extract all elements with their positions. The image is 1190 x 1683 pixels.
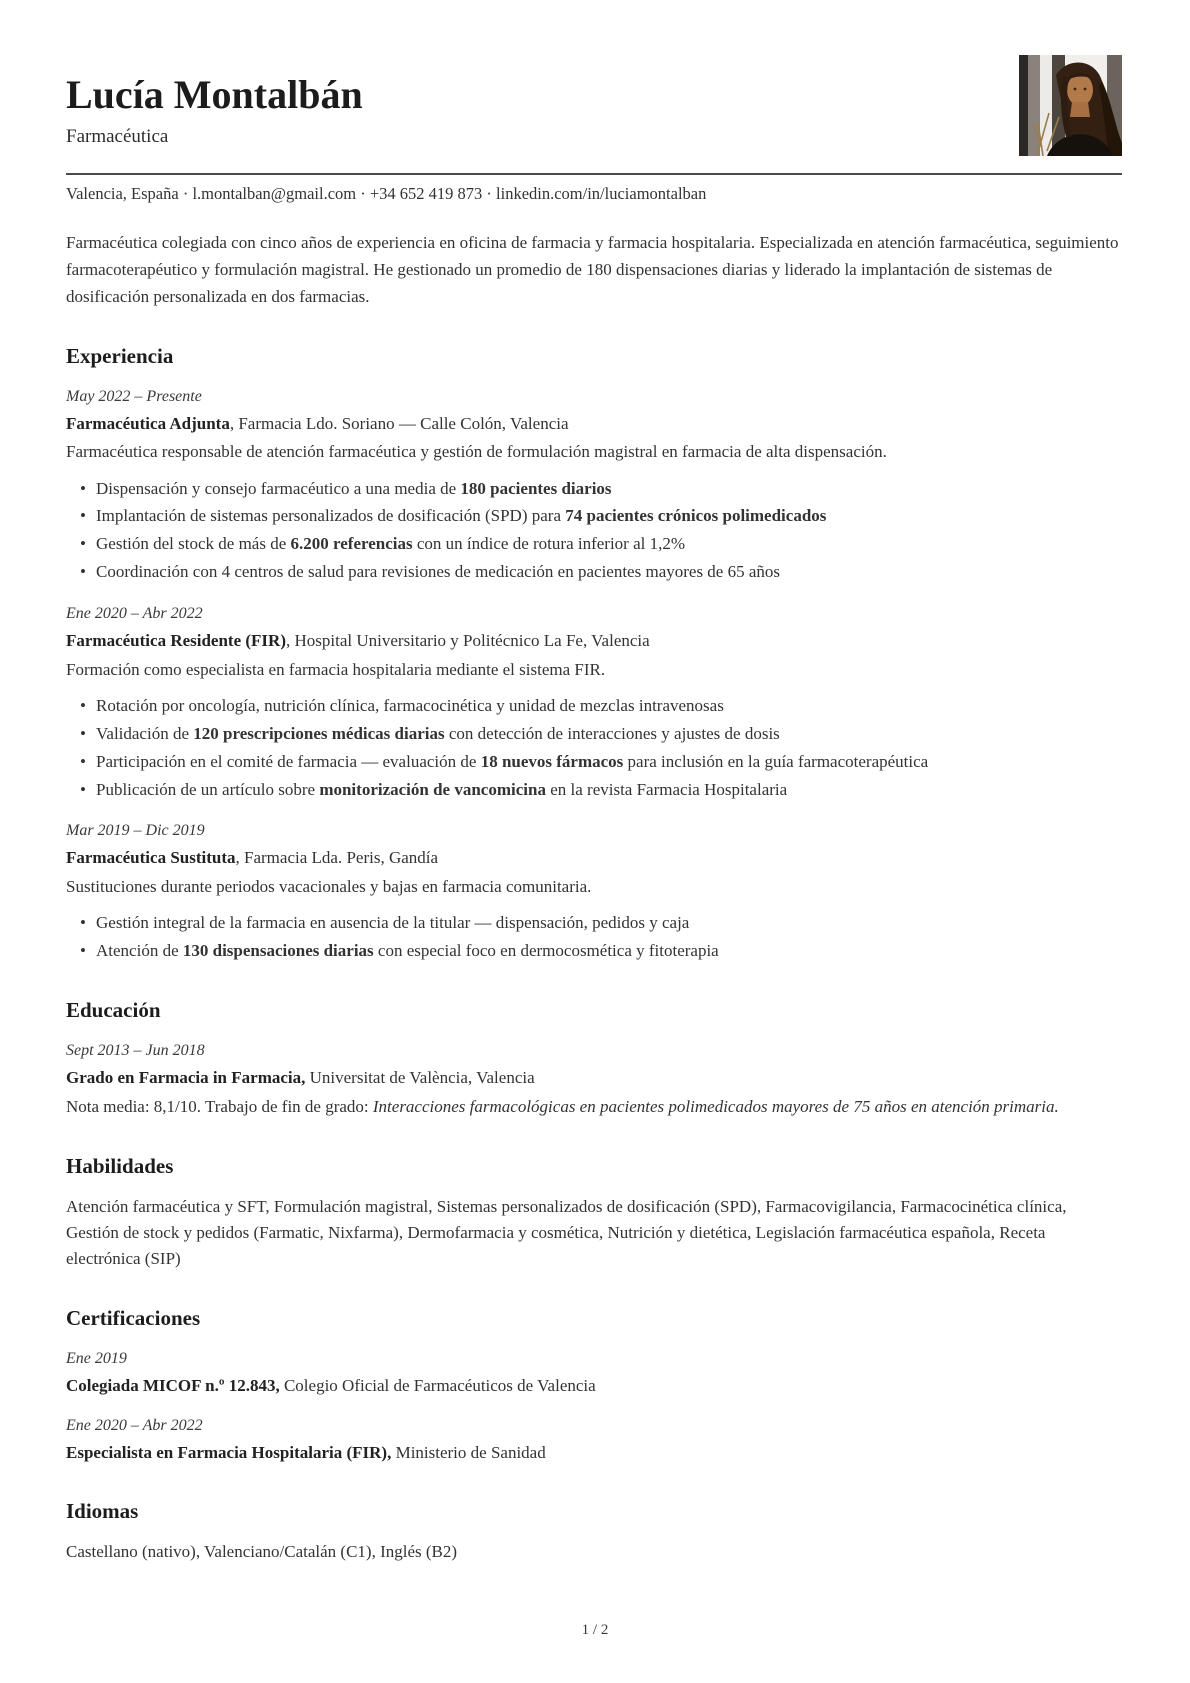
section-languages xyxy=(66,1499,1122,1565)
certification-entry xyxy=(66,1350,1122,1399)
profile-photo-image xyxy=(1019,55,1122,156)
section-experience xyxy=(66,344,1122,966)
experience-heading: Experiencia xyxy=(66,343,174,368)
header-identity xyxy=(66,55,363,148)
job-dates: Mar 2019 – Dic 2019 xyxy=(66,822,205,840)
education-note: Nota media: 8,1/10. Trabajo de fin de grado: Interacciones farmacológicas en pacientes polimedicados mayores de 75 años en atención primaria. xyxy=(66,1096,1059,1116)
job-bullet: • Gestión del stock de más de 6.200 referencias con un índice de rotura inferior al 1,2% xyxy=(96,531,1122,558)
education-entries xyxy=(66,1042,1122,1120)
contact-line: Valencia, España · l.montalban@gmail.com · +34 652 419 873 · linkedin.com/in/luciamontalban xyxy=(66,184,707,203)
skills-list: Atención farmacéutica y SFT, Formulación magistral, Sistemas personalizados de dosificación (SPD), Farmacovigilancia, Farmacocinética clínica, Gestión de stock y pedidos (Farmatic, Nixfarma), Dermofarmacia y cosmética, Nutrición y dietética, Legislación farmacéutica española, Receta electrónica (SIP) xyxy=(66,1196,1067,1269)
certification-dates: Ene 2020 – Abr 2022 xyxy=(66,1417,203,1435)
job-description: Formación como especialista en farmacia hospitalaria mediante el sistema FIR. xyxy=(66,659,606,679)
education-entry xyxy=(66,1042,1122,1120)
job-bullets xyxy=(66,910,1122,965)
summary-paragraph: Farmacéutica colegiada con cinco años de experiencia en oficina de farmacia y farmacia hospitalaria. Especializada en atención farmacéutica, seguimiento farmacoterapéutico y formulación magistral. He gestionado un promedio de 180 dispensaciones diarias y liderado la implantación de sistemas de dosificación personalizada en dos farmacias. xyxy=(66,233,1119,306)
job-description: Farmacéutica responsable de atención farmacéutica y gestión de formulación magistral en farmacia de alta dispensación. xyxy=(66,442,887,462)
job-dates: May 2022 – Presente xyxy=(66,387,202,405)
job-bullet: • Coordinación con 4 centros de salud para revisiones de medicación en pacientes mayores de 65 años xyxy=(96,559,1122,586)
certification-title: Colegiada MICOF n.º 12.843, Colegio Oficial de Farmacéuticos de Valencia xyxy=(66,1375,596,1395)
education-degree: Grado en Farmacia in Farmacia, Universitat de València, Valencia xyxy=(66,1068,535,1088)
job-role: Farmacéutica Sustituta, Farmacia Lda. Peris, Gandía xyxy=(66,848,439,868)
section-education xyxy=(66,998,1122,1120)
profession-subtitle: Farmacéutica xyxy=(66,126,169,147)
job-role: Farmacéutica Residente (FIR), Hospital Universitario y Politécnico La Fe, Valencia xyxy=(66,631,650,651)
job-bullet: • Rotación por oncología, nutrición clínica, farmacocinética y unidad de mezclas intravenosas xyxy=(96,693,1122,720)
job-bullet: • Implantación de sistemas personalizados de dosificación (SPD) para 74 pacientes crónicos polimedicados xyxy=(96,503,1122,530)
header-divider xyxy=(66,173,1122,175)
languages-heading: Idiomas xyxy=(66,1498,139,1523)
job-role: Farmacéutica Adjunta, Farmacia Ldo. Soriano — Calle Colón, Valencia xyxy=(66,413,569,433)
certification-entry xyxy=(66,1417,1122,1466)
job-bullet: • Dispensación y consejo farmacéutico a una media de 180 pacientes diarios xyxy=(96,476,1122,503)
job-description: Sustituciones durante periodos vacacionales y bajas en farmacia comunitaria. xyxy=(66,876,592,896)
job-bullet: • Atención de 130 dispensaciones diarias con especial foco en dermocosmética y fitoterapia xyxy=(96,938,1122,965)
job-bullet: • Gestión integral de la farmacia en ausencia de la titular — dispensación, pedidos y caja xyxy=(96,910,1122,937)
job-bullets xyxy=(66,693,1122,803)
certification-entries xyxy=(66,1350,1122,1466)
job-bullet: • Publicación de un artículo sobre monitorización de vancomicina en la revista Farmacia Hospitalaria xyxy=(96,777,1122,804)
job-bullet: • Validación de 120 prescripciones médicas diarias con detección de interacciones y ajustes de dosis xyxy=(96,721,1122,748)
profile-photo xyxy=(1019,55,1122,156)
section-certifications xyxy=(66,1306,1122,1466)
page-title: Lucía Montalbán xyxy=(66,72,363,117)
experience-entry xyxy=(66,388,1122,586)
job-bullets xyxy=(66,476,1122,586)
experience-entry xyxy=(66,822,1122,965)
job-bullet: • Participación en el comité de farmacia — evaluación de 18 nuevos fármacos para inclusión en la guía farmacoterapéutica xyxy=(96,749,1122,776)
languages-list: Castellano (nativo), Valenciano/Catalán (C1), Inglés (B2) xyxy=(66,1541,458,1561)
experience-entry xyxy=(66,605,1122,803)
skills-heading: Habilidades xyxy=(66,1153,174,1178)
certification-dates: Ene 2019 xyxy=(66,1349,127,1367)
certification-title: Especialista en Farmacia Hospitalaria (FIR), Ministerio de Sanidad xyxy=(66,1443,546,1463)
page-number: 1 / 2 xyxy=(581,1622,609,1638)
certifications-heading: Certificaciones xyxy=(66,1305,201,1330)
section-skills xyxy=(66,1154,1122,1273)
education-dates: Sept 2013 – Jun 2018 xyxy=(66,1042,205,1060)
education-heading: Educación xyxy=(66,998,161,1023)
experience-entries xyxy=(66,388,1122,966)
job-dates: Ene 2020 – Abr 2022 xyxy=(66,605,203,623)
header xyxy=(66,55,1122,156)
